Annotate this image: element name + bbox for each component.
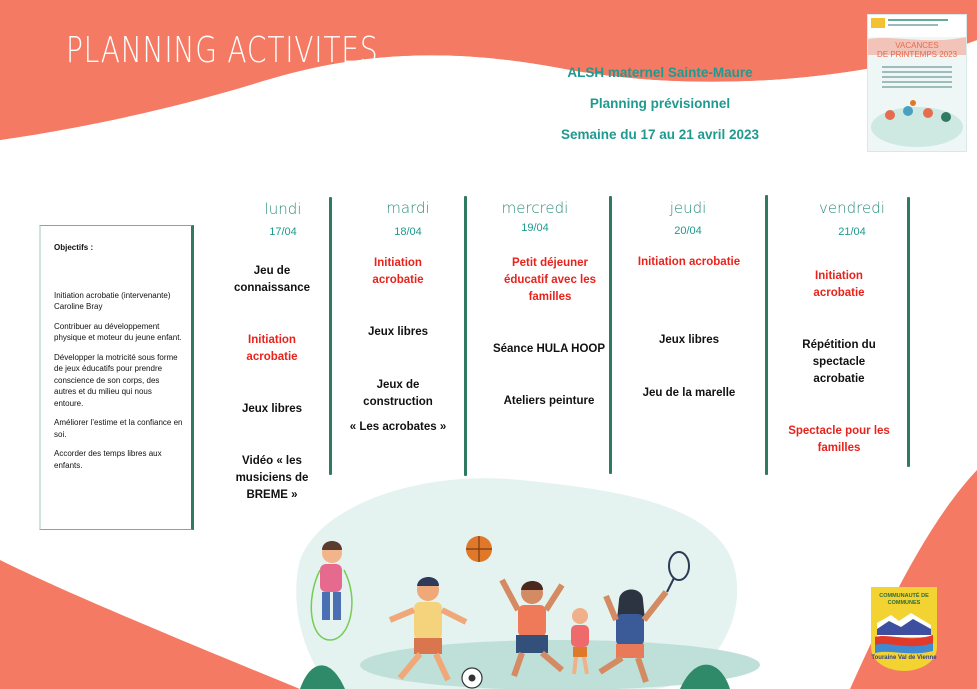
basketball-icon xyxy=(466,536,492,562)
children-playing-illustration xyxy=(300,530,740,689)
activity: Séance HULA HOOP xyxy=(492,343,606,355)
girl-jump-rope-figure xyxy=(311,541,352,640)
column-separator xyxy=(609,196,612,474)
day-header-mardi xyxy=(358,199,458,238)
boy-running-figure xyxy=(390,577,466,680)
column-separator xyxy=(464,196,467,476)
soccer-ball-icon xyxy=(462,668,482,688)
center-name: ALSH maternel Sainte-Maure xyxy=(567,65,753,80)
day-date: 17/04 xyxy=(269,226,297,238)
activity: « Les acrobates » xyxy=(349,421,447,433)
day-date: 20/04 xyxy=(674,225,702,237)
small-girl-figure xyxy=(571,608,589,674)
day-header-mercredi xyxy=(485,199,585,234)
activity: Vidéo « les musiciens de BREME » xyxy=(235,455,309,501)
activity: Initiation acrobatie xyxy=(813,270,865,299)
activity: Initiation acrobatie xyxy=(246,334,298,363)
plant xyxy=(300,665,345,689)
activity: Jeux de construction xyxy=(363,379,433,408)
flyer-title: VACANCES DE PRINTEMPS 2023 xyxy=(876,41,958,59)
day-date: 19/04 xyxy=(521,222,549,234)
activity: Initiation acrobatie xyxy=(372,257,424,286)
header-info xyxy=(520,64,800,157)
column-separator xyxy=(907,197,910,467)
day-header-vendredi xyxy=(800,199,904,238)
day-name: mercredi xyxy=(501,199,569,217)
spring-holiday-flyer xyxy=(867,14,967,152)
logo-text-top: COMMUNAUTÉ DE COMMUNES xyxy=(879,593,929,606)
day-name: lundi xyxy=(264,200,302,218)
objective-item: Améliorer l’estime et la confiance en soi. xyxy=(54,418,183,439)
column-separator xyxy=(329,197,332,475)
girl-tennis-figure xyxy=(600,590,666,683)
activity: Jeux libres xyxy=(658,334,720,346)
column-separator xyxy=(765,195,768,475)
day-date: 21/04 xyxy=(838,226,866,238)
page-title: PLANNING ACTIVITES xyxy=(66,30,379,71)
activity: Jeux libres xyxy=(367,326,429,338)
activity: Répétition du spectacle acrobatie xyxy=(802,339,876,385)
logo-text-bottom: Touraine Val de Vienne xyxy=(871,655,937,661)
objective-item: Initiation acrobatie (intervenante) Caroline Bray xyxy=(54,290,171,311)
activity: Jeu de la marelle xyxy=(642,387,736,399)
objective-item: Développer la motricité sous forme de jeux éducatifs pour prendre conscience de son corps, des autres et du milieu qui nous entoure. xyxy=(54,352,178,408)
plant xyxy=(680,665,730,689)
activity: Ateliers peinture xyxy=(503,395,595,407)
activity: Initiation acrobatie xyxy=(637,256,741,268)
activity: Spectacle pour les familles xyxy=(788,425,890,454)
objective-item: Contribuer au développement physique et moteur du jeune enfant. xyxy=(54,321,182,342)
day-header-jeudi xyxy=(638,199,738,237)
objective-item: Accorder des temps libres aux enfants. xyxy=(54,449,162,470)
week-dates: Semaine du 17 au 21 avril 2023 xyxy=(560,127,760,142)
activity: Jeu de connaissance xyxy=(233,265,311,294)
community-logo xyxy=(869,585,939,673)
day-name: jeudi xyxy=(669,199,707,217)
activity: Petit déjeuner éducatif avec les familles xyxy=(503,257,597,303)
activity: Jeux libres xyxy=(241,403,303,415)
tennis-racket-icon xyxy=(667,552,689,592)
planning-subtitle: Planning prévisionnel xyxy=(589,96,731,111)
day-name: mardi xyxy=(386,199,430,217)
objectives-box xyxy=(39,225,194,530)
flyer-text-lines xyxy=(876,63,958,91)
objectives-label: Objectifs : xyxy=(54,243,94,252)
girl-jumping-figure xyxy=(502,580,562,676)
day-date: 18/04 xyxy=(394,226,422,238)
day-name: vendredi xyxy=(819,199,885,217)
day-header-lundi xyxy=(233,200,333,238)
